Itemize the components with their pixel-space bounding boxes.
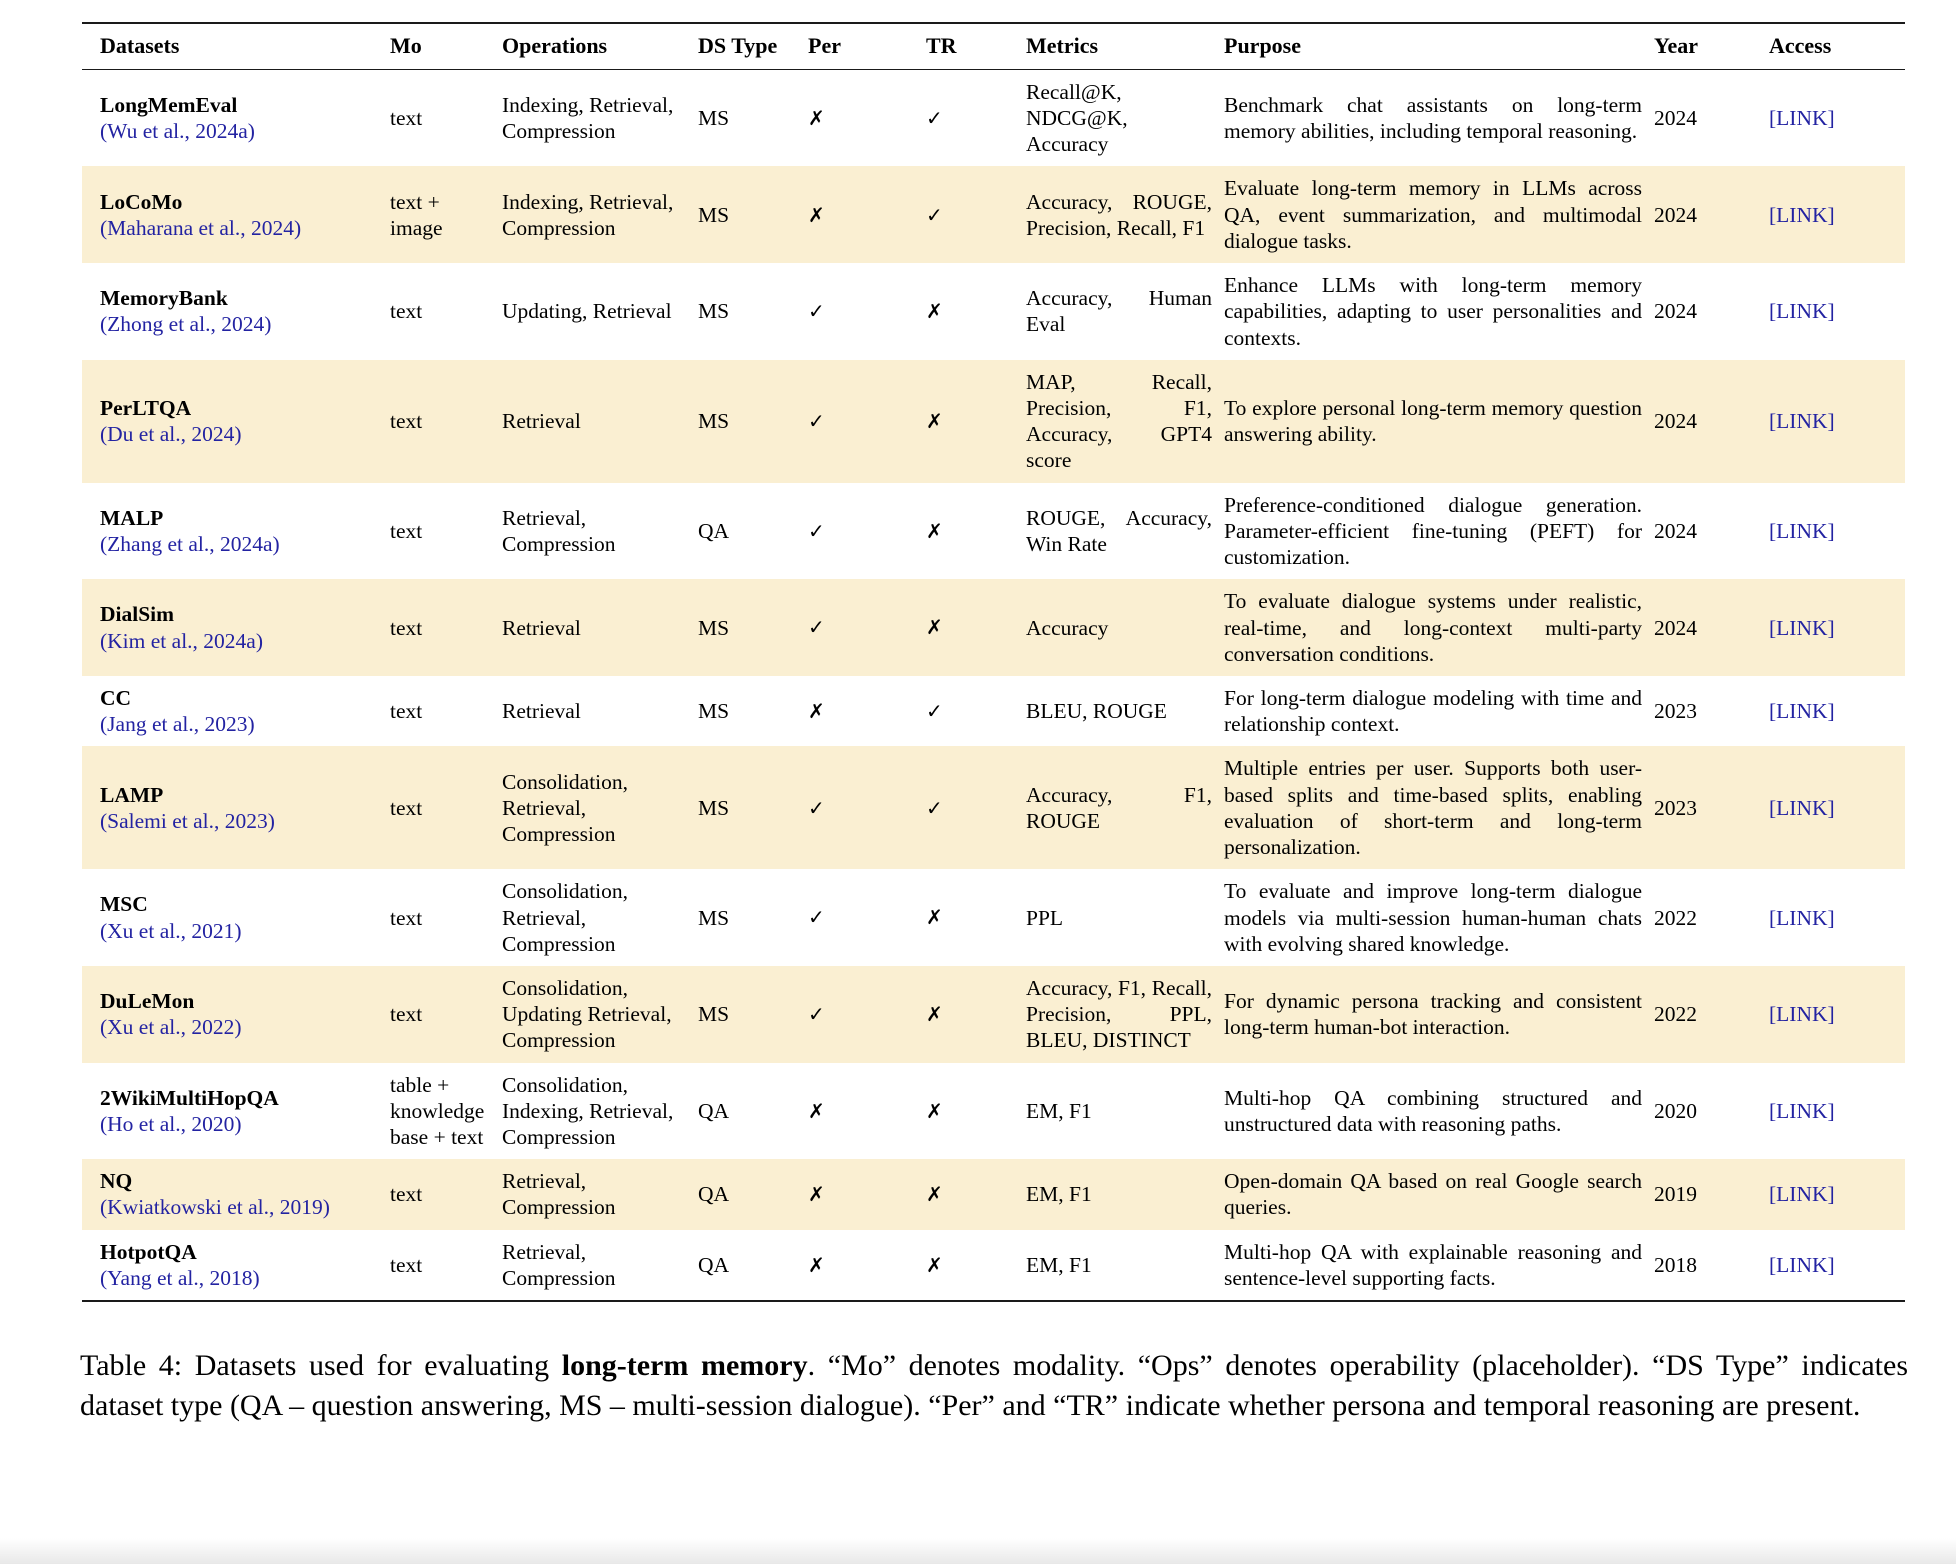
tr-mark-cell: ✗ (926, 360, 1026, 483)
access-cell (1769, 869, 1905, 966)
metrics-cell: BLEU, ROUGE (1026, 699, 1167, 724)
dataset-cell (82, 966, 390, 1063)
per-mark-cell: ✓ (808, 966, 926, 1063)
dataset-cell (82, 579, 390, 676)
access-link[interactable]: [LINK] (1769, 1002, 1835, 1027)
citation-link[interactable]: (Ho et al., 2020) (100, 1111, 242, 1136)
modality-cell: text (390, 1230, 502, 1301)
modality-cell: text (390, 966, 502, 1063)
year-cell: 2024 (1654, 360, 1769, 483)
dataset-cell (82, 1159, 390, 1229)
per-mark-cell: ✗ (808, 1159, 926, 1229)
per-mark-cell: ✓ (808, 579, 926, 676)
purpose-cell: Multiple entries per user. Supports both user-based splits and time-based splits, enabling evaluation of short-term and long-term personalization. (1224, 746, 1654, 869)
tr-mark-cell: ✗ (926, 518, 943, 543)
access-cell (1769, 1159, 1905, 1229)
column-header-tr: TR (926, 23, 1026, 69)
year-cell: 2022 (1654, 905, 1697, 930)
dataset-cell (82, 263, 390, 360)
table-row (82, 360, 1905, 483)
citation-link[interactable]: (Kwiatkowski et al., 2019) (100, 1195, 330, 1220)
per-mark-cell: ✓ (808, 746, 926, 869)
modality-cell: table + knowledge base + text (390, 1072, 485, 1150)
table-row (82, 69, 1905, 166)
access-link[interactable]: [LINK] (1769, 699, 1835, 724)
year-cell: 2018 (1654, 1230, 1769, 1301)
operations-cell: Consolidation, Updating Retrieval, Compression (502, 966, 698, 1063)
year-cell: 2024 (1654, 106, 1697, 131)
year-cell: 2019 (1654, 1159, 1769, 1229)
dataset-cell (82, 166, 390, 263)
metrics-cell: Accuracy (1026, 579, 1224, 676)
access-cell (1769, 483, 1905, 580)
year-cell: 2023 (1654, 699, 1697, 724)
per-mark-cell: ✗ (808, 699, 825, 723)
dataset-name: NQ (100, 1169, 133, 1194)
citation-link[interactable]: (Xu et al., 2022) (100, 1015, 242, 1040)
ds-type-cell: MS (698, 746, 808, 869)
ds-type-cell: MS (698, 360, 808, 483)
access-cell (1769, 69, 1905, 166)
year-cell: 2024 (1654, 518, 1697, 543)
dataset-name: 2WikiMultiHopQA (100, 1085, 279, 1110)
ds-type-cell: MS (698, 166, 808, 263)
citation-link[interactable]: (Kim et al., 2024a) (100, 628, 263, 653)
purpose-cell: Preference-conditioned dialogue generation. Parameter-efficient fine-tuning (PEFT) for customization. (1224, 492, 1642, 570)
citation-link[interactable]: (Zhang et al., 2024a) (100, 532, 280, 556)
modality-cell: text (390, 106, 423, 131)
modality-cell: text (390, 905, 423, 930)
document-page (0, 22, 1956, 1564)
citation-link[interactable]: (Salemi et al., 2023) (100, 808, 275, 833)
table-row (82, 869, 1905, 966)
table-row (82, 263, 1905, 360)
table-row (82, 579, 1905, 676)
metrics-cell: PPL (1026, 905, 1064, 930)
purpose-cell: To evaluate dialogue systems under realistic, real-time, and long-context multi-party conversation conditions. (1224, 579, 1654, 676)
metrics-cell: Accuracy, F1, ROUGE (1026, 746, 1224, 869)
operations-cell: Retrieval, Compression (502, 505, 616, 556)
column-header-mo: Mo (390, 23, 502, 69)
access-link[interactable]: [LINK] (1769, 1252, 1835, 1277)
modality-cell: text (390, 518, 423, 543)
table-row (82, 1063, 1905, 1160)
dataset-cell (82, 746, 390, 869)
tr-mark-cell: ✗ (926, 1098, 943, 1123)
citation-link[interactable]: (Wu et al., 2024a) (100, 119, 255, 144)
caption-text-prefix: Table 4: Datasets used for evaluating (80, 1349, 562, 1383)
operations-cell: Consolidation, Indexing, Retrieval, Compression (502, 1072, 674, 1150)
tr-mark-cell: ✓ (926, 746, 1026, 869)
operations-cell: Retrieval, Compression (502, 1230, 698, 1301)
dataset-name: CC (100, 685, 132, 710)
purpose-cell: For dynamic persona tracking and consistent long-term human-bot interaction. (1224, 966, 1654, 1063)
citation-link[interactable]: (Xu et al., 2021) (100, 918, 242, 943)
ds-type-cell: QA (698, 1098, 730, 1123)
table-caption (80, 1346, 1908, 1426)
table-row (82, 483, 1905, 580)
column-header-year: Year (1654, 23, 1769, 69)
table-row (82, 676, 1905, 746)
tr-mark-cell: ✓ (926, 105, 943, 130)
dataset-name: MemoryBank (100, 286, 228, 311)
access-link[interactable]: [LINK] (1769, 615, 1835, 640)
ds-type-cell: QA (698, 1230, 808, 1301)
access-cell (1769, 1230, 1905, 1301)
table-row (82, 166, 1905, 263)
purpose-cell: Evaluate long-term memory in LLMs across QA, event summarization, and multimodal dialogue tasks. (1224, 166, 1654, 263)
access-cell (1769, 1063, 1905, 1160)
metrics-cell: EM, F1 (1026, 1159, 1224, 1229)
table-body (82, 69, 1905, 1301)
year-cell: 2024 (1654, 166, 1769, 263)
access-link[interactable]: [LINK] (1769, 518, 1835, 543)
dataset-name: LAMP (100, 782, 164, 807)
tr-mark-cell: ✗ (926, 299, 943, 324)
column-header-metrics: Metrics (1026, 23, 1224, 69)
table-row (82, 966, 1905, 1063)
ds-type-cell: MS (698, 579, 808, 676)
purpose-cell: To explore personal long-term memory question answering ability. (1224, 360, 1654, 483)
year-cell: 2020 (1654, 1098, 1697, 1123)
dataset-name: PerLTQA (100, 396, 192, 421)
metrics-cell: EM, F1 (1026, 1098, 1092, 1123)
dataset-cell (82, 1063, 390, 1160)
operations-cell: Updating, Retrieval (502, 299, 672, 324)
operations-cell: Consolidation, Retrieval, Compression (502, 746, 698, 869)
purpose-cell: For long-term dialogue modeling with time and relationship context. (1224, 685, 1642, 737)
modality-cell: text + image (390, 166, 502, 263)
ds-type-cell: MS (698, 106, 730, 131)
dataset-name: MSC (100, 892, 148, 917)
datasets-table (82, 22, 1905, 1302)
ds-type-cell: MS (698, 699, 730, 724)
purpose-cell: To evaluate and improve long-term dialogue models via multi-session human-human chats with evolving shared knowledge. (1224, 879, 1642, 956)
tr-mark-cell: ✗ (926, 579, 1026, 676)
per-mark-cell: ✗ (808, 166, 926, 263)
ds-type-cell: MS (698, 966, 808, 1063)
dataset-cell (82, 1230, 390, 1301)
metrics-cell: Accuracy, Human Eval (1026, 286, 1212, 337)
dataset-name: MALP (100, 505, 164, 530)
tr-mark-cell: ✓ (926, 166, 1026, 263)
operations-cell: Retrieval (502, 699, 581, 724)
access-cell (1769, 676, 1905, 746)
year-cell: 2024 (1654, 299, 1697, 324)
per-mark-cell: ✓ (808, 299, 825, 324)
dataset-cell (82, 69, 390, 166)
access-link[interactable]: [LINK] (1769, 795, 1835, 820)
access-link[interactable]: [LINK] (1769, 299, 1835, 324)
column-header-ds-type: DS Type (698, 23, 808, 69)
modality-cell: text (390, 299, 423, 324)
modality-cell: text (390, 579, 502, 676)
access-link[interactable]: [LINK] (1769, 106, 1835, 131)
operations-cell: Indexing, Retrieval, Compression (502, 92, 674, 144)
caption-text-suffix: . “Mo” denotes modality. “Ops” denotes operability (placeholder). “DS Type” indicates dataset type (QA – question answering, MS – multi-session dialogue). “Per” and “TR” indicate whether persona and temporal reasoning are present. (80, 1349, 1908, 1423)
metrics-cell: EM, F1 (1026, 1230, 1224, 1301)
table-header (82, 23, 1905, 69)
access-cell (1769, 746, 1905, 869)
per-mark-cell: ✓ (808, 360, 926, 483)
per-mark-cell: ✗ (808, 105, 825, 130)
metrics-cell: Recall@K, NDCG@K, Accuracy (1026, 79, 1128, 157)
metrics-cell: Accuracy, F1, Recall, Precision, PPL, BLEU, DISTINCT (1026, 966, 1224, 1063)
dataset-name: LongMemEval (100, 92, 238, 117)
dataset-cell (82, 360, 390, 483)
citation-link[interactable]: (Yang et al., 2018) (100, 1265, 260, 1290)
access-link[interactable]: [LINK] (1769, 1098, 1835, 1123)
dataset-cell (82, 483, 390, 580)
modality-cell: text (390, 1159, 502, 1229)
header-row (82, 23, 1905, 69)
operations-cell: Indexing, Retrieval, Compression (502, 166, 698, 263)
tr-mark-cell: ✗ (926, 966, 1026, 1063)
modality-cell: text (390, 746, 502, 869)
metrics-cell: MAP, Recall, Precision, F1, Accuracy, GPT4 score (1026, 360, 1224, 483)
ds-type-cell: QA (698, 518, 730, 543)
column-header-purpose: Purpose (1224, 23, 1654, 69)
dataset-name: DialSim (100, 602, 175, 627)
column-header-per: Per (808, 23, 926, 69)
tr-mark-cell: ✗ (926, 905, 943, 930)
dataset-name: LoCoMo (100, 189, 183, 214)
table-row (82, 1159, 1905, 1229)
access-cell (1769, 360, 1905, 483)
access-cell (1769, 579, 1905, 676)
purpose-cell: Multi-hop QA with explainable reasoning and sentence-level supporting facts. (1224, 1230, 1654, 1301)
access-link[interactable]: [LINK] (1769, 409, 1835, 434)
tr-mark-cell: ✗ (926, 1159, 1026, 1229)
column-header-access: Access (1769, 23, 1905, 69)
access-cell (1769, 966, 1905, 1063)
citation-link[interactable]: (Maharana et al., 2024) (100, 215, 302, 240)
access-link[interactable]: [LINK] (1769, 1182, 1835, 1207)
per-mark-cell: ✗ (808, 1230, 926, 1301)
access-cell (1769, 263, 1905, 360)
purpose-cell: Benchmark chat assistants on long-term memory abilities, including temporal reasoning. (1224, 92, 1642, 144)
year-cell: 2022 (1654, 966, 1769, 1063)
access-link[interactable]: [LINK] (1769, 905, 1835, 930)
dataset-name: DuLeMon (100, 989, 195, 1014)
dataset-cell (82, 869, 390, 966)
metrics-cell: Accuracy, ROUGE, Precision, Recall, F1 (1026, 166, 1224, 263)
purpose-cell: Multi-hop QA combining structured and unstructured data with reasoning paths. (1224, 1085, 1642, 1136)
column-header-datasets: Datasets (82, 23, 390, 69)
ds-type-cell: MS (698, 905, 730, 930)
tr-mark-cell: ✓ (926, 699, 943, 723)
operations-cell: Consolidation, Retrieval, Compression (502, 879, 629, 956)
modality-cell: text (390, 699, 423, 724)
per-mark-cell: ✓ (808, 518, 825, 543)
metrics-cell: ROUGE, Accuracy, Win Rate (1026, 505, 1212, 556)
dataset-name: HotpotQA (100, 1239, 197, 1264)
purpose-cell: Enhance LLMs with long-term memory capabilities, adapting to user personalities and contexts. (1224, 273, 1642, 350)
year-cell: 2023 (1654, 746, 1769, 869)
citation-link[interactable]: (Jang et al., 2023) (100, 712, 255, 737)
year-cell: 2024 (1654, 579, 1769, 676)
dataset-cell (82, 676, 390, 746)
purpose-cell: Open-domain QA based on real Google search queries. (1224, 1159, 1654, 1229)
operations-cell: Retrieval, Compression (502, 1159, 698, 1229)
table-row (82, 746, 1905, 869)
access-link[interactable]: [LINK] (1769, 202, 1835, 227)
ds-type-cell: MS (698, 299, 730, 324)
table-row (82, 1230, 1905, 1301)
operations-cell: Retrieval (502, 579, 698, 676)
tr-mark-cell: ✗ (926, 1230, 1026, 1301)
per-mark-cell: ✓ (808, 905, 825, 930)
operations-cell: Retrieval (502, 360, 698, 483)
modality-cell: text (390, 360, 502, 483)
access-cell (1769, 166, 1905, 263)
caption-text-bold: long-term memory (561, 1349, 808, 1383)
citation-link[interactable]: (Zhong et al., 2024) (100, 312, 272, 337)
citation-link[interactable]: (Du et al., 2024) (100, 422, 242, 447)
per-mark-cell: ✗ (808, 1098, 825, 1123)
ds-type-cell: QA (698, 1159, 808, 1229)
column-header-operations: Operations (502, 23, 698, 69)
